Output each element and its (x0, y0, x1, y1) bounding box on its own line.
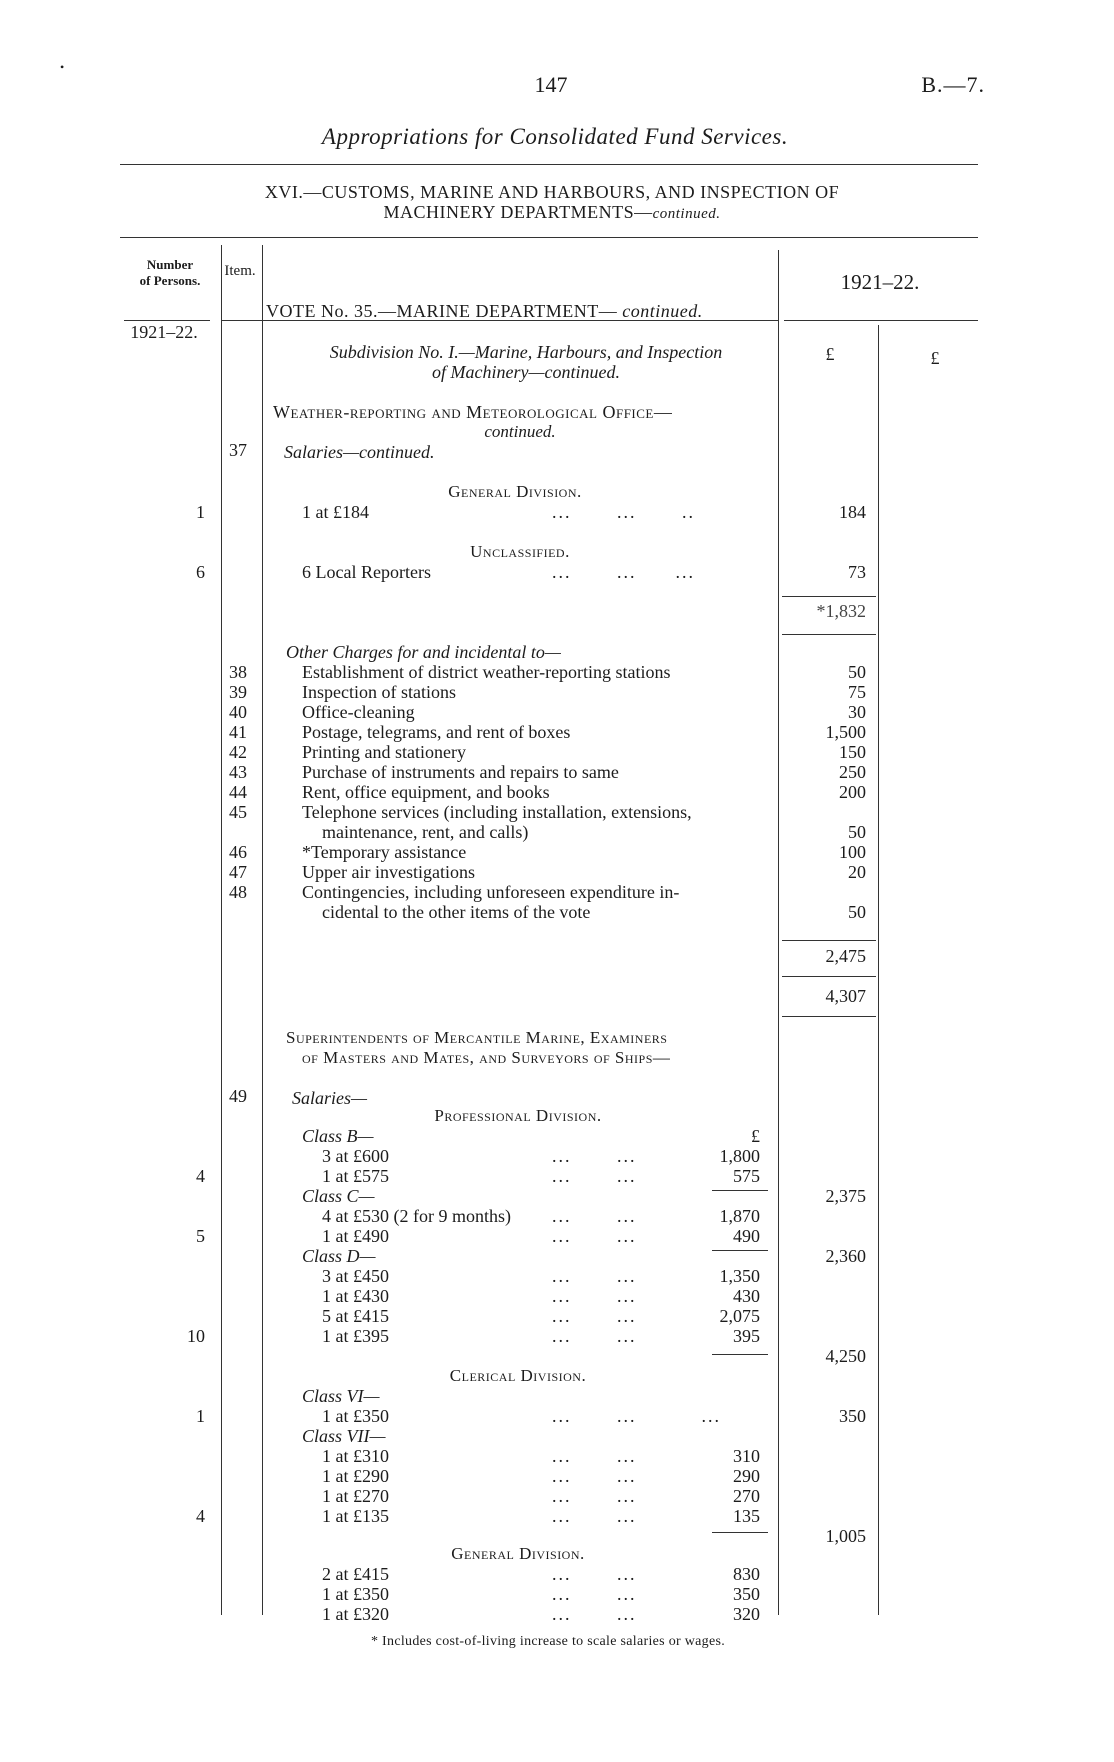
amount-subtotal-divider (878, 325, 879, 1615)
salary-row-label: 1 at £575 (322, 1166, 389, 1186)
other-charge-label: Rent, office equipment, and books (302, 782, 550, 802)
other-charge-item-number: 44 (229, 782, 247, 802)
class-d-total: 4,250 (825, 1346, 866, 1366)
class-d-label: Class D— (302, 1246, 376, 1266)
superintendents-heading-line1: Superintendents of Mercantile Marine, Examiners (286, 1028, 668, 1047)
other-charge-amount: 75 (848, 682, 866, 702)
unclassified-heading: Unclassified. (470, 542, 570, 561)
salary-row-amount: 350 (733, 1584, 760, 1604)
leader-dots: ... ... (552, 1446, 637, 1466)
page-title: Appropriations for Consolidated Fund Services. (321, 124, 789, 149)
pound-sign-col1: £ (825, 344, 835, 364)
leader-dots: ... ... (552, 1326, 637, 1346)
salary-row-amount: 430 (733, 1286, 760, 1306)
leader-dots: ... ... (552, 1146, 637, 1166)
other-charge-item-number: 39 (229, 682, 247, 702)
year-header-rule (784, 320, 978, 321)
other-charge-amount: 50 (848, 822, 866, 842)
leader-dots: ... ... (552, 1466, 637, 1486)
leader-dots: ... ... (552, 1604, 637, 1624)
leader-dots: ... ... (552, 1506, 637, 1526)
other-charge-label: Contingencies, including unforeseen expenditure in- (302, 882, 680, 902)
leader-dots: ... ... ... (552, 562, 695, 582)
general-division-heading: General Division. (448, 482, 582, 501)
other-charge-item-number: 41 (229, 722, 247, 742)
other-charge-label: Upper air investigations (302, 862, 475, 882)
salary-row-amount: 135 (733, 1506, 760, 1526)
department-heading-line2: MACHINERY DEPARTMENTS—continued. (383, 202, 721, 222)
salary-row-label: 3 at £600 (322, 1146, 389, 1166)
other-charge-item-number: 46 (229, 842, 247, 862)
other-charge-label: Printing and stationery (302, 742, 466, 762)
salary-row-label: 1 at £490 (322, 1226, 389, 1246)
subdivision-line1: Subdivision No. I.—Marine, Harbours, and Inspection (329, 342, 723, 362)
other-charge-label-cont: cidental to the other items of the vote (322, 902, 591, 922)
leader-dots: ... ... (552, 1286, 637, 1306)
document-reference: B.—7. (921, 72, 985, 97)
weather-grand-total: 4,307 (825, 986, 866, 1006)
salary-row-label: 1 at £430 (322, 1286, 389, 1306)
salary-row-label: 1 at £320 (322, 1604, 389, 1624)
salary-row-amount: 1,870 (719, 1206, 760, 1226)
weather-item-number: 37 (229, 440, 247, 460)
superintendents-item-number: 49 (229, 1086, 247, 1106)
persons-header-line1: Number (146, 257, 194, 272)
other-charge-amount: 1,500 (825, 722, 866, 742)
other-charge-item-number: 38 (229, 662, 247, 682)
other-charge-amount: 30 (848, 702, 866, 722)
clerical-division-heading: Clerical Division. (449, 1366, 587, 1385)
salary-row-label: 1 at £135 (322, 1506, 389, 1526)
bullet-mark: • (60, 60, 65, 74)
unclassified-label: 6 Local Reporters (302, 562, 431, 582)
superintendents-salaries-label: Salaries— (292, 1088, 368, 1108)
other-charge-amount: 250 (839, 762, 866, 782)
class-d-persons: 10 (187, 1326, 205, 1346)
class-d-subtotal-rule (712, 1354, 768, 1355)
general-label: 1 at £184 (302, 502, 369, 522)
salary-row-amount: 270 (733, 1486, 760, 1506)
persons-item-divider (221, 245, 222, 1615)
persons-header-line2: of Persons. (139, 273, 201, 288)
table-top-rule (120, 237, 978, 238)
general-amount: 184 (839, 502, 866, 522)
leader-dots: ... ... (552, 1266, 637, 1286)
other-charge-amount: 150 (839, 742, 866, 762)
pound-sign-inner: £ (751, 1126, 760, 1146)
unclassified-amount: 73 (848, 562, 866, 582)
class-b-total: 2,375 (825, 1186, 866, 1206)
salary-row-label: 1 at £270 (322, 1486, 389, 1506)
salary-row-label: 5 at £415 (322, 1306, 389, 1326)
salary-row-label: 4 at £530 (2 for 9 months) (322, 1206, 511, 1226)
footnote: * Includes cost-of-living increase to scale salaries or wages. (370, 1634, 726, 1649)
class-c-total: 2,360 (825, 1246, 866, 1266)
desc-amount-divider (778, 250, 779, 1615)
weather-salaries-label: Salaries—continued. (284, 442, 435, 462)
leader-dots: ... ... (552, 1306, 637, 1326)
grand-total-rule (782, 1016, 876, 1017)
leader-dots: ... ... (552, 1166, 637, 1186)
salary-row-label: 1 at £290 (322, 1466, 389, 1486)
other-charge-item-number: 40 (229, 702, 247, 722)
other-charge-item-number: 42 (229, 742, 247, 762)
other-charge-label: Inspection of stations (302, 682, 456, 702)
other-charge-label: Postage, telegrams, and rent of boxes (302, 722, 571, 742)
salary-row-label: 1 at £310 (322, 1446, 389, 1466)
salary-row-label: 2 at £415 (322, 1564, 389, 1584)
title-rule (120, 164, 978, 165)
salary-row-amount: 575 (733, 1166, 760, 1186)
other-charge-amount: 200 (839, 782, 866, 802)
salary-row-amount: 830 (733, 1564, 760, 1584)
weather-heading-continued: continued. (484, 422, 556, 441)
other-charge-label: Office-cleaning (302, 702, 415, 722)
class-vii-subtotal-rule (712, 1532, 768, 1533)
department-heading-line1: XVI.—CUSTOMS, MARINE AND HARBOURS, AND INSPECTION OF (264, 182, 840, 202)
other-charge-item-number: 43 (229, 762, 247, 782)
class-b-subtotal-rule (712, 1190, 768, 1191)
other-charge-label: Establishment of district weather-reporting stations (302, 662, 671, 682)
salary-row-amount: 2,075 (719, 1306, 760, 1326)
class-vi-label: Class VI— (302, 1386, 380, 1406)
other-charges-total: 2,475 (825, 946, 866, 966)
salary-row-amount: 310 (733, 1446, 760, 1466)
salary-row-amount: 290 (733, 1466, 760, 1486)
salary-row-label: 3 at £450 (322, 1266, 389, 1286)
professional-division-heading: Professional Division. (434, 1106, 602, 1125)
item-header: Item. (224, 263, 256, 279)
other-charge-amount: 100 (839, 842, 866, 862)
general-division-heading-2: General Division. (451, 1544, 585, 1563)
year-header: 1921–22. (840, 270, 920, 294)
other-charge-label: Telephone services (including installation, extensions, (302, 802, 692, 822)
class-vi-row-label: 1 at £350 (322, 1406, 389, 1426)
class-vii-persons: 4 (196, 1506, 205, 1526)
other-charge-amount: 20 (848, 862, 866, 882)
weather-heading: Weather-reporting and Meteorological Office— (273, 402, 673, 422)
general-persons: 1 (196, 502, 205, 522)
class-vii-total: 1,005 (825, 1526, 866, 1546)
pound-sign-col2: £ (930, 348, 940, 368)
item-header-rule (222, 320, 262, 321)
other-charge-amount: 50 (848, 662, 866, 682)
other-total-rule-bottom (782, 976, 876, 977)
weather-salaries-total: *1,832 (816, 601, 866, 621)
salary-row-amount: 490 (733, 1226, 760, 1246)
other-total-rule-top (782, 940, 876, 941)
superintendents-heading-line2: of Masters and Mates, and Surveyors of Ships— (302, 1048, 671, 1067)
other-charges-heading: Other Charges for and incidental to— (286, 642, 561, 662)
other-charge-item-number: 48 (229, 882, 247, 902)
class-c-persons: 5 (196, 1226, 205, 1246)
salary-row-amount: 1,800 (719, 1146, 760, 1166)
class-c-label: Class C— (302, 1186, 375, 1206)
salary-row-label: 1 at £395 (322, 1326, 389, 1346)
vote-title: VOTE No. 35.—MARINE DEPARTMENT— continued. (266, 301, 703, 321)
other-charge-label: Purchase of instruments and repairs to same (302, 762, 619, 782)
page-number: 147 (534, 72, 568, 97)
salaries-total-rule-top (782, 596, 876, 597)
vote-title-rule (262, 320, 778, 321)
leader-dots: ... ... (552, 1206, 637, 1226)
class-vi-persons: 1 (196, 1406, 205, 1426)
class-vii-label: Class VII— (302, 1426, 386, 1446)
salaries-total-rule-bottom (782, 634, 876, 635)
class-b-label: Class B— (302, 1126, 374, 1146)
salary-row-amount: 1,350 (719, 1266, 760, 1286)
other-charge-item-number: 45 (229, 802, 247, 822)
leader-dots: ... ... (552, 1486, 637, 1506)
leader-dots: ... ... (552, 1584, 637, 1604)
subdivision-line2: of Machinery—continued. (432, 362, 620, 382)
persons-year: 1921–22. (130, 322, 198, 342)
salary-row-amount: 320 (733, 1604, 760, 1624)
salary-row-amount: 395 (733, 1326, 760, 1346)
persons-header-rule (124, 320, 210, 321)
leader-dots: ... ... .. (552, 502, 695, 522)
other-charge-item-number: 47 (229, 862, 247, 882)
leader-dots: ... ... (552, 1564, 637, 1584)
class-vi-amount: 350 (839, 1406, 866, 1426)
leader-dots: ... ... (552, 1226, 637, 1246)
other-charge-label: *Temporary assistance (302, 842, 467, 862)
leader-dots: ... ... ... (552, 1406, 721, 1426)
class-c-subtotal-rule (712, 1250, 768, 1251)
unclassified-persons: 6 (196, 562, 205, 582)
item-desc-divider (262, 245, 263, 1615)
class-b-persons: 4 (196, 1166, 205, 1186)
salary-row-label: 1 at £350 (322, 1584, 389, 1604)
other-charge-label-cont: maintenance, rent, and calls) (322, 822, 529, 842)
other-charge-amount: 50 (848, 902, 866, 922)
